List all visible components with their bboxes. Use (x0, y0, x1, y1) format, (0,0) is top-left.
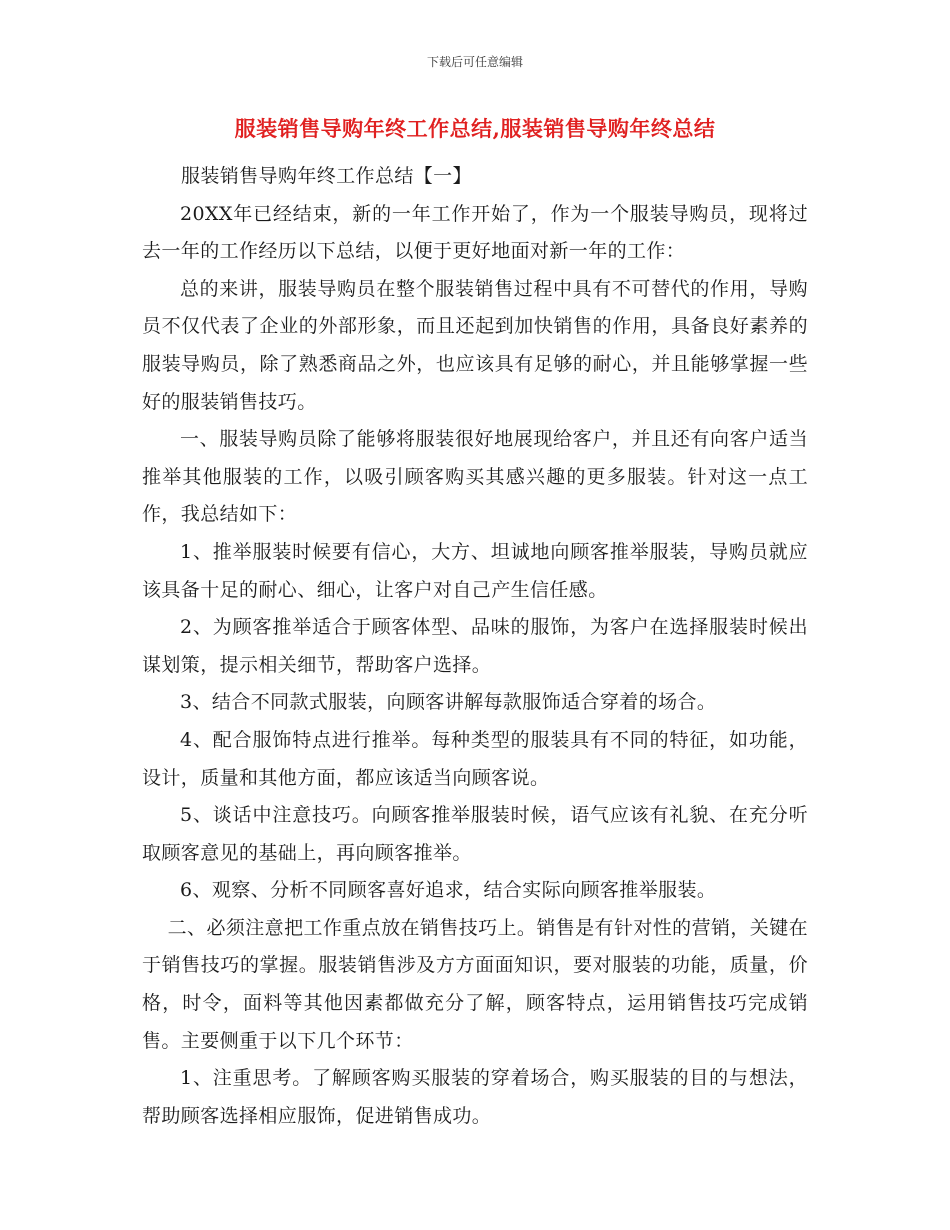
paragraph-item-4: 4、配合服饰特点进行推举。每种类型的服装具有不同的特征，如功能，设计，质量和其他方面，都应该适当向顾客说。 (142, 728, 808, 789)
paragraph-point-two: 二、必须注意把工作重点放在销售技巧上。销售是有针对性的营销，关键在于销售技巧的掌握。服装销售涉及方方面面知识，要对服装的功能，质量，价格，时令，面料等其他因素都做充分了解，顾客特点，运用销售技巧完成销售。主要侧重于以下几个环节： (142, 916, 808, 1052)
paragraph-item-1: 1、推举服装时候要有信心，大方、坦诚地向顾客推举服装，导购员就应该具备十足的耐心、细心，让客户对自己产生信任感。 (142, 540, 808, 601)
paragraph-subitem-1: 1、注重思考。了解顾客购买服装的穿着场合，购买服装的目的与想法，帮助顾客选择相应服饰，促进销售成功。 (142, 1067, 808, 1127)
paragraph-item-6: 6、观察、分析不同顾客喜好追求，结合实际向顾客推举服装。 (180, 879, 717, 902)
paragraph-overview: 总的来讲，服装导购员在整个服装销售过程中具有不可替代的作用，导购员不仅代表了企业的外部形象，而且还起到加快销售的作用，具备良好素养的服装导购员，除了熟悉商品之外，也应该具有足够的耐心，并且能够掌握一些好的服装销售技巧。 (142, 277, 808, 413)
paragraph-point-one: 一、服装导购员除了能够将服装很好地展现给客户，并且还有向客户适当推举其他服装的工作，以吸引顾客购买其感兴趣的更多服装。针对这一点工作，我总结如下： (142, 428, 808, 526)
paragraph-item-5: 5、谈话中注意技巧。向顾客推举服装时候，语气应该有礼貌、在充分听取顾客意见的基础上，再向顾客推举。 (142, 804, 808, 864)
document-body (142, 158, 808, 1135)
paragraph-item-3: 3、结合不同款式服装，向顾客讲解每款服饰适合穿着的场合。 (180, 691, 717, 714)
page-header-note: 下载后可任意编辑 (426, 55, 523, 69)
paragraph-item-2: 2、为顾客推举适合于顾客体型、品味的服饰，为客户在选择服装时候出谋划策，提示相关细节，帮助客户选择。 (142, 616, 808, 676)
paragraph-intro: 20XX年已经结束，新的一年工作开始了，作为一个服装导购员，现将过去一年的工作经历以下总结，以便于更好地面对新一年的工作： (142, 202, 808, 263)
section-heading: 服装销售导购年终工作总结【一】 (180, 165, 472, 187)
document-title: 服装销售导购年终工作总结,服装销售导购年终总结 (234, 116, 716, 141)
